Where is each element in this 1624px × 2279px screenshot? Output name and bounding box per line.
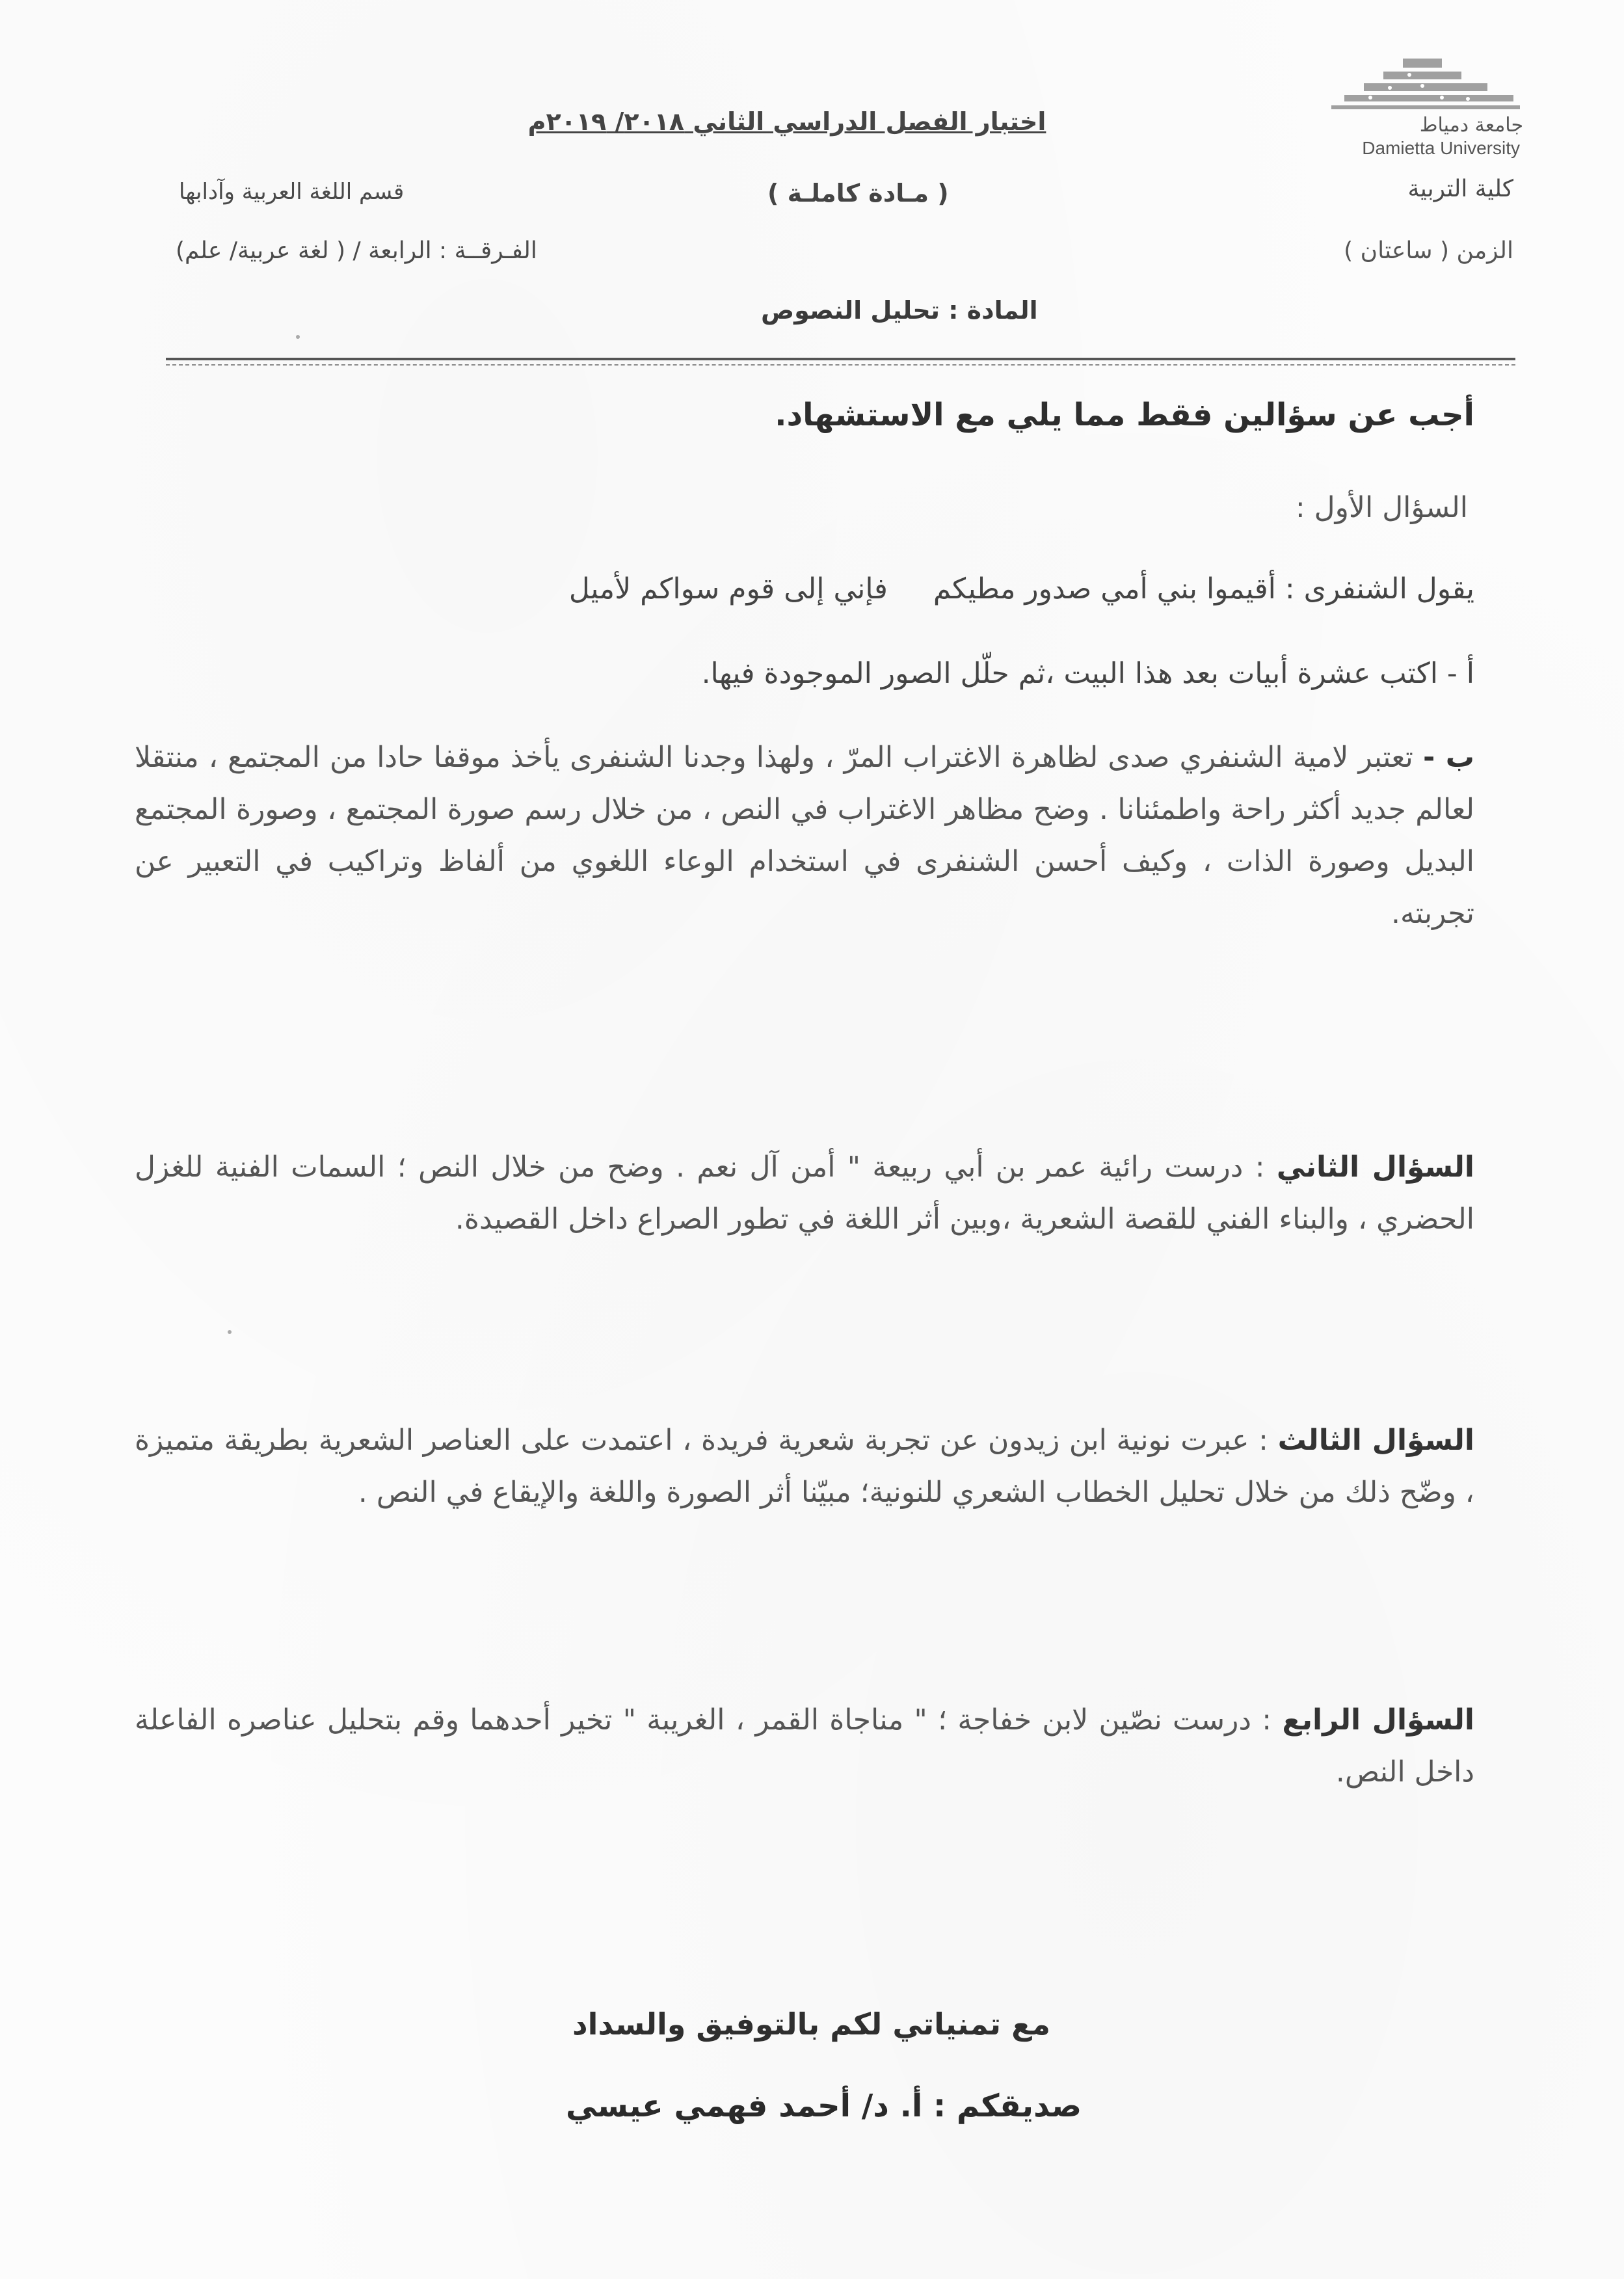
department-name: قسم اللغة العربية وآدابها <box>179 179 405 205</box>
verse-second-hemistich: فإني إلى قوم سواكم لأميل <box>568 572 888 606</box>
part-b-label: ب - <box>1423 741 1474 774</box>
faculty-name: كلية التربية <box>1407 176 1513 202</box>
subject-scope: ( مـادة كاملـة ) <box>767 179 949 207</box>
student-grade: الفـرقــة : الرابعة / ( لغة عربية/ علم) <box>176 237 537 264</box>
question-3-text: : عبرت نونية ابن زيدون عن تجربة شعرية فريدة ، اعتمدت على العناصر الشعرية بطريقة متميزة ، وضّح ذلك من خلال تحليل الخطاب الشعري للنونية؛ مبيّنا أثر الصورة واللغة والإيقاع في النص . <box>135 1424 1474 1509</box>
closing-signature: صديقكم : أ. د/ أحمد فهمي عيسي <box>566 2088 1082 2124</box>
verse-first-hemistich: يقول الشنفرى : أقيموا بني أمي صدور مطيكم <box>933 572 1474 606</box>
header-divider-dashed <box>166 364 1515 366</box>
question-2 <box>135 1141 1474 1246</box>
question-4 <box>135 1694 1474 1798</box>
university-name-english: Damietta University <box>1362 138 1520 158</box>
question-1-verse <box>569 572 1474 606</box>
university-name-arabic: جامعة دمياط <box>1419 114 1523 137</box>
question-3-label: السؤال الثالث <box>1277 1424 1474 1457</box>
part-b-text: تعتبر لامية الشنفري صدى لظاهرة الاغتراب المرّ ، ولهذا وجدنا الشنفرى يأخذ موقفا حادا من المجتمع ، منتقلا لعالم جديد أكثر راحة واطمئنانا . وضح مظاهر الاغتراب في النص ، من خلال رسم صورة المجتمع ، وصورة المجتمع البديل وصورة الذات ، وكيف أحسن الشنفرى في استخدام الوعاء اللغوي من ألفاظ وتراكيب في التعبير عن تجربته. <box>135 741 1474 930</box>
question-1-part-b <box>135 732 1474 940</box>
question-1-heading: السؤال الأول : <box>1295 491 1468 524</box>
exam-instruction: أجب عن سؤالين فقط مما يلي مع الاستشهاد. <box>775 397 1474 433</box>
header-divider <box>166 358 1515 360</box>
scan-speck <box>228 1330 232 1334</box>
scan-speck <box>296 335 300 339</box>
question-4-label: السؤال الرابع <box>1282 1703 1474 1737</box>
exam-duration: الزمن ( ساعتان ) <box>1344 237 1513 264</box>
subject-name: المادة : تحليل النصوص <box>761 296 1038 325</box>
exam-title: اختبار الفصل الدراسي الثاني ٢٠١٨/ ٢٠١٩م <box>527 107 1046 136</box>
question-2-label: السؤال الثاني <box>1276 1151 1474 1184</box>
question-4-text: : درست نصّين لابن خفاجة ؛ " مناجاة القمر ، الغريبة " تخير أحدهما وقم بتحليل عناصره الفاعلة داخل النص. <box>135 1703 1474 1789</box>
question-2-text: : درست رائية عمر بن أبي ربيعة " أمن آل نعم . وضح من خلال النص ؛ السمات الفنية للغزل الحضري ، والبناء الفني للقصة الشعرية ،وبين أثر اللغة في تطور الصراع داخل القصيدة. <box>135 1151 1474 1236</box>
closing-wishes: مع تمنياتي لكم بالتوفيق والسداد <box>572 2006 1050 2042</box>
question-1-part-a: أ - اكتب عشرة أبيات بعد هذا البيت ،ثم حلّل الصور الموجودة فيها. <box>701 657 1474 690</box>
question-3 <box>135 1415 1474 1519</box>
